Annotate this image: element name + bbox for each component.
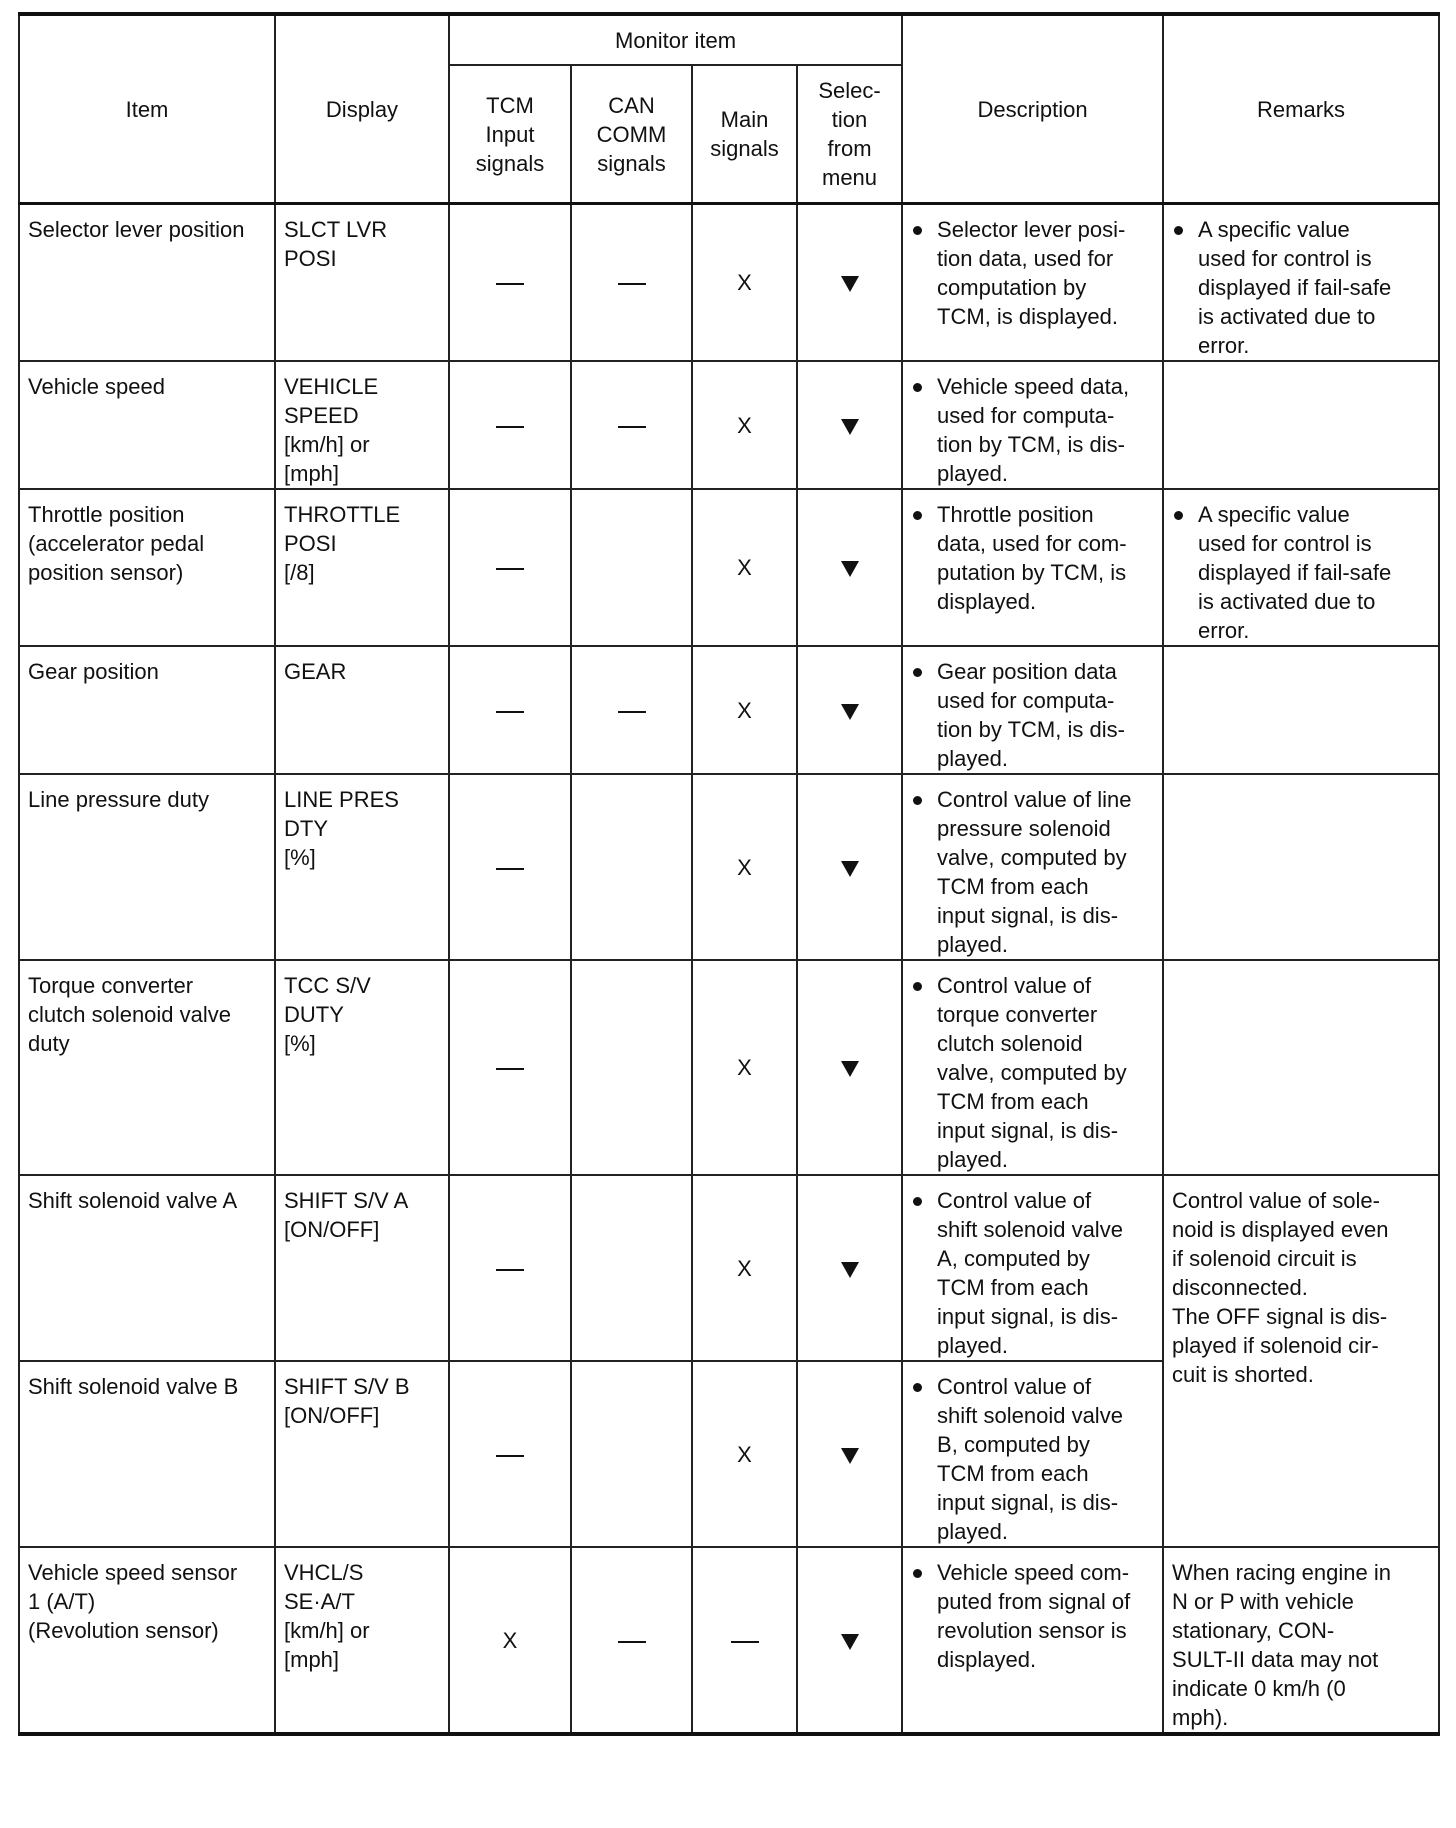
- triangle-down-icon: [841, 704, 859, 720]
- x-mark: X: [737, 555, 752, 580]
- tcm-input-cell: [449, 1175, 571, 1361]
- remarks-cell: [1163, 774, 1439, 960]
- bullet-item: Selector lever posi- tion data, used for computation by TCM, is displayed.: [911, 215, 1154, 331]
- monitor-item-table: [18, 12, 1440, 1736]
- main-signals-cell: [692, 774, 797, 960]
- item-cell: Throttle position (accelerator pedal position sensor): [19, 489, 275, 646]
- dash-mark: [496, 426, 524, 428]
- table-row: [19, 361, 1439, 489]
- dash-mark: [618, 426, 646, 428]
- remarks-cell: [1163, 204, 1439, 362]
- display-cell: LINE PRES DTY [%]: [275, 774, 449, 960]
- triangle-down-icon: [841, 419, 859, 435]
- display-cell: VHCL/S SE·A/T [km/h] or [mph]: [275, 1547, 449, 1734]
- description-cell: [902, 1175, 1163, 1361]
- x-mark: X: [737, 854, 752, 880]
- display-cell: SLCT LVR POSI: [275, 204, 449, 362]
- dash-mark: [496, 711, 524, 713]
- table-row: [19, 774, 1439, 960]
- table-row: [19, 489, 1439, 646]
- display-cell: SHIFT S/V B [ON/OFF]: [275, 1361, 449, 1547]
- tcm-input-cell: [449, 204, 571, 362]
- item-cell: Vehicle speed: [19, 361, 275, 489]
- remarks-cell: When racing engine in N or P with vehicle stationary, CON- SULT-II data may not indicate 0 km/h (0 mph).: [1163, 1547, 1439, 1734]
- remarks-cell: [1163, 489, 1439, 646]
- selection-menu-cell: [797, 646, 902, 774]
- x-mark: X: [502, 1627, 518, 1653]
- bullet-item: Control value of line pressure solenoid valve, computed by TCM from each input signal, is dis- played.: [911, 785, 1154, 959]
- dash-mark: [496, 1068, 524, 1070]
- dash-mark: [731, 1641, 759, 1643]
- remarks-cell: [1163, 960, 1439, 1175]
- table-row: [19, 960, 1439, 1175]
- table-header: [19, 14, 1439, 204]
- remarks-cell: Control value of sole- noid is displayed even if solenoid circuit is disconnected. The OFF signal is dis- played if solenoid cir- cuit is shorted.: [1163, 1175, 1439, 1547]
- description-cell: [902, 774, 1163, 960]
- tcm-input-cell: [449, 1361, 571, 1547]
- main-signals-cell: [692, 1547, 797, 1734]
- display-cell: GEAR: [275, 646, 449, 774]
- can-comm-cell: [571, 774, 692, 960]
- triangle-down-icon: [841, 861, 859, 877]
- item-cell: Vehicle speed sensor 1 (A/T) (Revolution sensor): [19, 1547, 275, 1734]
- item-cell: Line pressure duty: [19, 774, 275, 960]
- table-row: [19, 204, 1439, 362]
- bullet-item: Gear position data used for computa- tion by TCM, is dis- played.: [911, 657, 1154, 773]
- can-comm-cell: [571, 646, 692, 774]
- triangle-down-icon: [841, 1262, 859, 1278]
- can-comm-cell: [571, 1175, 692, 1361]
- description-cell: [902, 204, 1163, 362]
- item-cell: Selector lever position: [19, 204, 275, 362]
- bullet-item: Control value of shift solenoid valve A, computed by TCM from each input signal, is dis- played.: [911, 1186, 1154, 1360]
- item-cell: Torque converter clutch solenoid valve duty: [19, 960, 275, 1175]
- header-tcm-input-signals: TCM Input signals: [449, 65, 571, 204]
- selection-menu-cell: [797, 489, 902, 646]
- main-signals-cell: [692, 1361, 797, 1547]
- triangle-down-icon: [841, 561, 859, 577]
- display-cell: VEHICLE SPEED [km/h] or [mph]: [275, 361, 449, 489]
- item-cell: Shift solenoid valve A: [19, 1175, 275, 1361]
- display-cell: TCC S/V DUTY [%]: [275, 960, 449, 1175]
- tcm-input-cell: [449, 774, 571, 960]
- selection-menu-cell: [797, 1547, 902, 1734]
- can-comm-cell: [571, 960, 692, 1175]
- tcm-input-cell: [449, 960, 571, 1175]
- header-selection-from-menu: Selec- tion from menu: [797, 65, 902, 204]
- tcm-input-cell: [449, 489, 571, 646]
- description-cell: [902, 1361, 1163, 1547]
- selection-menu-cell: [797, 361, 902, 489]
- selection-menu-cell: [797, 204, 902, 362]
- header-display: Display: [275, 14, 449, 204]
- description-cell: [902, 960, 1163, 1175]
- header-can-comm-signals: CAN COMM signals: [571, 65, 692, 204]
- bullet-item: A specific value used for control is displayed if fail-safe is activated due to error.: [1172, 215, 1430, 360]
- x-mark: X: [737, 270, 752, 295]
- x-mark: X: [737, 697, 752, 723]
- bullet-item: Vehicle speed com- puted from signal of revolution sensor is displayed.: [911, 1558, 1154, 1674]
- main-signals-cell: [692, 361, 797, 489]
- dash-mark: [496, 1269, 524, 1271]
- table-row: [19, 646, 1439, 774]
- dash-mark: [496, 1455, 524, 1457]
- triangle-down-icon: [841, 1448, 859, 1464]
- display-cell: SHIFT S/V A [ON/OFF]: [275, 1175, 449, 1361]
- can-comm-cell: [571, 1547, 692, 1734]
- display-cell: THROTTLE POSI [/8]: [275, 489, 449, 646]
- main-signals-cell: [692, 204, 797, 362]
- table-row: [19, 1175, 1439, 1361]
- header-remarks: Remarks: [1163, 14, 1439, 204]
- description-cell: [902, 361, 1163, 489]
- description-cell: [902, 1547, 1163, 1734]
- header-main-signals: Main signals: [692, 65, 797, 204]
- dash-mark: [496, 283, 524, 285]
- tcm-input-cell: [449, 1547, 571, 1734]
- selection-menu-cell: [797, 1175, 902, 1361]
- dash-mark: [496, 868, 524, 870]
- can-comm-cell: [571, 1361, 692, 1547]
- table-body: [19, 204, 1439, 1735]
- selection-menu-cell: [797, 1361, 902, 1547]
- selection-menu-cell: [797, 774, 902, 960]
- bullet-item: Vehicle speed data, used for computa- tion by TCM, is dis- played.: [911, 372, 1154, 488]
- triangle-down-icon: [841, 276, 859, 292]
- main-signals-cell: [692, 1175, 797, 1361]
- triangle-down-icon: [841, 1061, 859, 1077]
- bullet-item: Control value of shift solenoid valve B, computed by TCM from each input signal, is dis- played.: [911, 1372, 1154, 1546]
- tcm-input-cell: [449, 646, 571, 774]
- main-signals-cell: [692, 960, 797, 1175]
- description-cell: [902, 489, 1163, 646]
- remarks-cell: [1163, 361, 1439, 489]
- tcm-input-cell: [449, 361, 571, 489]
- dash-mark: [618, 711, 646, 713]
- bullet-item: A specific value used for control is displayed if fail-safe is activated due to error.: [1172, 500, 1430, 645]
- dash-mark: [618, 1641, 646, 1643]
- dash-mark: [496, 568, 524, 570]
- x-mark: X: [737, 412, 752, 438]
- x-mark: X: [737, 1255, 752, 1281]
- selection-menu-cell: [797, 960, 902, 1175]
- main-signals-cell: [692, 646, 797, 774]
- remarks-cell: [1163, 646, 1439, 774]
- can-comm-cell: [571, 361, 692, 489]
- header-description: Description: [902, 14, 1163, 204]
- bullet-item: Throttle position data, used for com- putation by TCM, is displayed.: [911, 500, 1154, 616]
- table-row: [19, 1547, 1439, 1734]
- bullet-item: Control value of torque converter clutch solenoid valve, computed by TCM from each input signal, is dis- played.: [911, 971, 1154, 1174]
- x-mark: X: [737, 1441, 752, 1467]
- can-comm-cell: [571, 489, 692, 646]
- header-item: Item: [19, 14, 275, 204]
- can-comm-cell: [571, 204, 692, 362]
- item-cell: Shift solenoid valve B: [19, 1361, 275, 1547]
- main-signals-cell: [692, 489, 797, 646]
- x-mark: X: [737, 1055, 752, 1080]
- description-cell: [902, 646, 1163, 774]
- item-cell: Gear position: [19, 646, 275, 774]
- triangle-down-icon: [841, 1634, 859, 1650]
- dash-mark: [618, 283, 646, 285]
- header-monitor-item: Monitor item: [449, 14, 902, 65]
